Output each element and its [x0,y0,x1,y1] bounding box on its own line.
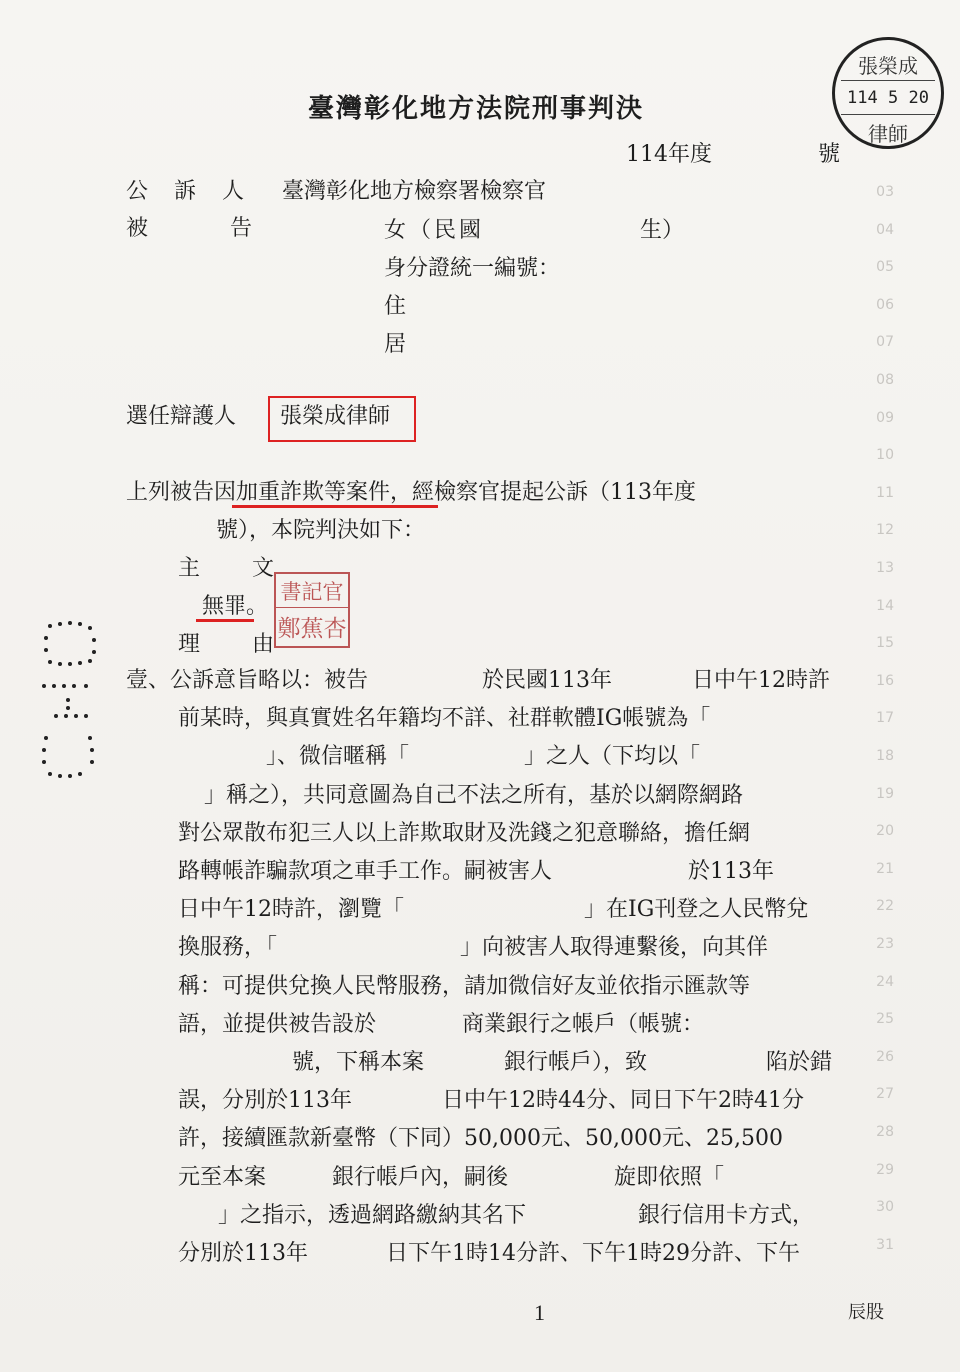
body-line-segment: 銀行信用卡方式， [638,1203,815,1228]
seal-role: 律師 [868,122,908,146]
body-line-segment: 旋即依照「 [614,1165,725,1190]
body-line-segment: 許，接續匯款新臺幣（下同）50,000元、50,000元、25,500 [178,1126,783,1151]
body-line-segment: 前某時，與真實姓名年籍均不詳、社群軟體IG帳號為「 [178,706,711,731]
line-number: 12 [876,522,894,538]
body-line-segment: 」稱之），共同意圖為自己不法之所有，基於以網際網路 [204,783,744,808]
main-text-heading: 主文 [178,556,327,581]
body-line-segment: 對公眾散布犯三人以上詐欺取財及洗錢之犯意聯絡，擔任網 [178,821,751,846]
body-line-segment: 號，下稱本案 [292,1050,425,1075]
line-number: 17 [876,710,894,726]
defense-counsel-label: 選任辯護人 [126,404,237,429]
line-number: 06 [876,297,894,313]
body-line-segment: 於民國113年 [482,668,612,693]
body-line-segment: 分別於113年 [178,1241,308,1266]
address-label: 住 [384,294,407,319]
line-number: 29 [876,1162,894,1178]
clerk-stamp [274,572,350,648]
line-number: 24 [876,974,894,990]
line-number: 27 [876,1086,894,1102]
body-line-segment: 日中午12時44分、同日下午2時41分 [442,1088,804,1113]
intro-line-2: 號），本院判決如下： [216,518,426,543]
body-line-segment: 換服務，「 [178,935,278,960]
intro-line-1: 上列被告因加重詐欺等案件，經檢察官提起公訴（113年度 [126,480,696,505]
line-number: 26 [876,1049,894,1065]
defense-counsel-name: 張榮成律師 [280,404,391,429]
highlight-box-counsel [268,396,416,442]
line-number: 05 [876,259,894,275]
reasons-heading: 理由 [178,632,327,657]
line-number: 21 [876,861,894,877]
body-line-segment: 日中午12時許 [692,668,830,693]
body-line-segment: 路轉帳詐騙款項之車手工作。嗣被害人 [178,859,553,884]
body-line-segment: 語，並提供被告設於 [178,1012,377,1037]
line-number: 11 [876,485,894,501]
verdict-text: 無罪。 [202,594,269,619]
body-line-segment: 元至本案 [178,1165,267,1190]
case-year: 114年度 [626,142,712,167]
body-line-segment: 銀行帳戶），致 [504,1050,648,1075]
line-number: 10 [876,447,894,463]
clerk-stamp-title: 書記官 [280,580,344,604]
body-line-segment: 日下午1時14分許、下午1時29分許、下午 [386,1241,800,1266]
body-line-segment: 於113年 [688,859,774,884]
line-number: 22 [876,898,894,914]
line-number: 18 [876,748,894,764]
body-line-segment: 銀行帳戶內，嗣後 [332,1165,509,1190]
line-number: 30 [876,1199,894,1215]
prosecutor-value: 臺灣彰化地方檢察署檢察官 [282,179,547,204]
body-line-segment: 陷於錯 [766,1050,833,1075]
body-line-segment: 」、微信暱稱「 [266,744,410,769]
lawyer-receipt-seal [832,37,944,149]
body-line-segment: 」在IG刊登之人民幣兌 [584,897,809,922]
line-number: 09 [876,410,894,426]
line-number: 19 [876,786,894,802]
seal-date: 114 5 20 [847,88,929,108]
highlight-underline-verdict [196,619,254,622]
clerk-stamp-name: 鄭蕉杏 [277,616,347,642]
line-number: 28 [876,1124,894,1140]
line-number: 13 [876,560,894,576]
line-number: 25 [876,1011,894,1027]
seal-name: 張榮成 [858,54,918,78]
id-number-label: 身分證統一編號： [384,256,561,281]
body-line-segment: 」之指示，透過網路繳納其名下 [218,1203,527,1228]
line-number: 16 [876,673,894,689]
line-number: 15 [876,635,894,651]
body-line-segment: 日中午12時許，瀏覽「 [178,897,404,922]
line-number: 07 [876,334,894,350]
body-line-segment: 」向被害人取得連繫後，向其佯 [460,935,769,960]
line-number: 20 [876,823,894,839]
footer-mark: 辰股 [848,1302,884,1323]
line-number: 23 [876,936,894,952]
line-number: 03 [876,184,894,200]
body-line-segment: 稱：可提供兌換人民幣服務，請加微信好友並依指示匯款等 [178,974,751,999]
prosecutor-label: 公訴人 [126,179,271,204]
line-number: 04 [876,222,894,238]
body-line-segment: 壹、公訴意旨略以：被告 [126,668,369,693]
body-line-segment: 商業銀行之帳戶（帳號： [462,1012,705,1037]
case-number-suffix: 號 [818,142,841,167]
highlight-underline-case [232,505,438,508]
line-number: 14 [876,598,894,614]
residence-label: 居 [384,332,407,357]
defendant-gender-birth: 女（民國 [384,218,485,243]
defendant-born-suffix: 生） [640,218,685,243]
page-number: 1 [534,1300,545,1325]
binding-holes [38,616,108,786]
defendant-label: 被告 [126,216,335,241]
line-number: 08 [876,372,894,388]
line-number: 31 [876,1237,894,1253]
document-title: 臺灣彰化地方法院刑事判決 [308,94,645,124]
body-line-segment: 」之人（下均以「 [524,744,701,769]
body-line-segment: 誤，分別於113年 [178,1088,352,1113]
